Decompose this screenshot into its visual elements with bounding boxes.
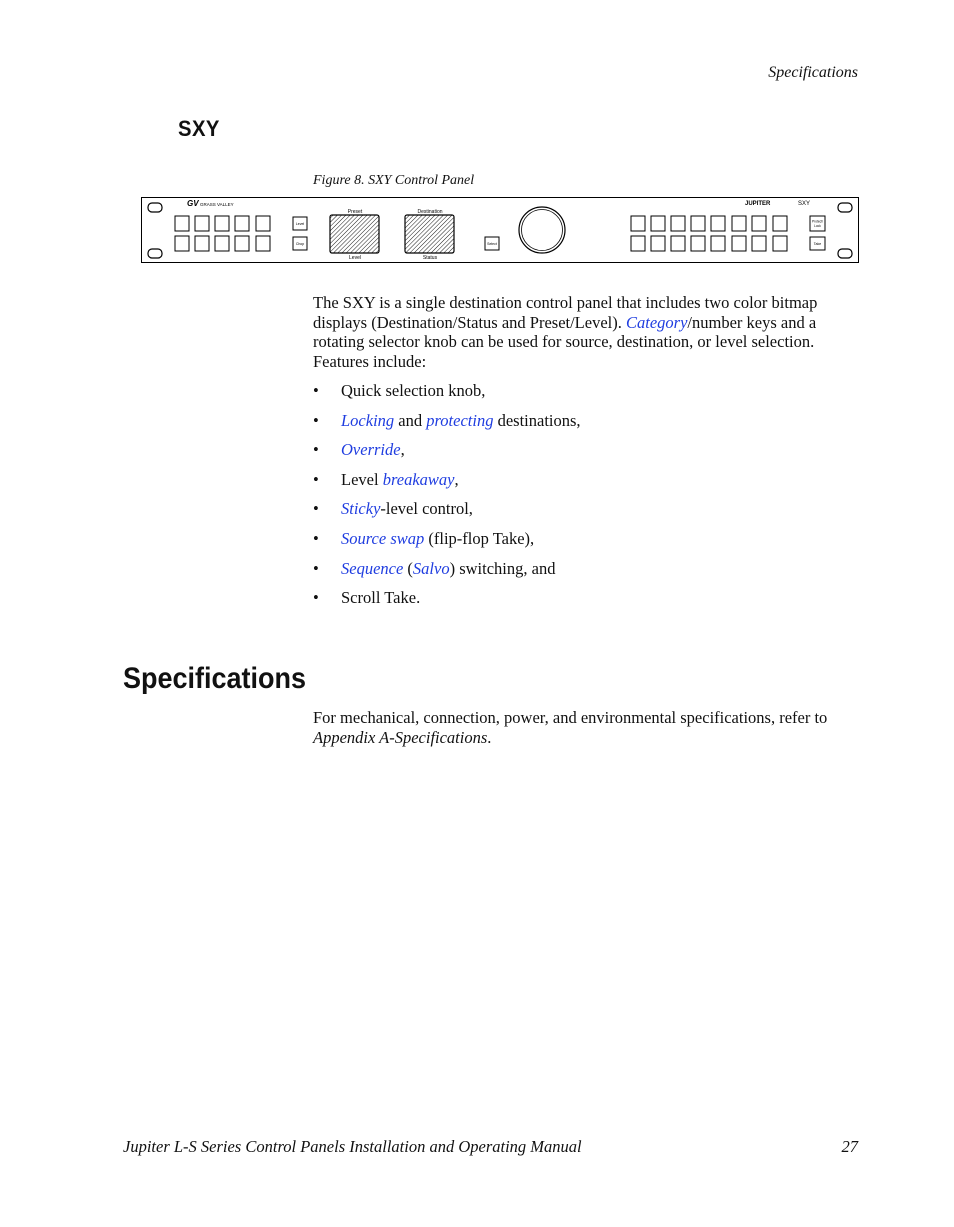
sxy-control-panel-figure	[141, 197, 859, 263]
rack-slot-icon	[148, 249, 162, 258]
override-link[interactable]: Override	[341, 440, 401, 460]
brand-logo-name: GRASS VALLEY	[200, 202, 234, 207]
footer-page-number: 27	[841, 1137, 858, 1156]
sequence-link[interactable]: Sequence	[341, 558, 404, 578]
model-brand: JUPITER	[745, 201, 771, 207]
salvo-link[interactable]: Salvo	[412, 558, 450, 578]
footer-manual-title: Jupiter L-S Series Control Panels Installation and Operating Manual	[123, 1137, 582, 1156]
list-item: • Override,	[313, 440, 405, 460]
category-link[interactable]: Category	[625, 312, 688, 332]
svg-text:Lock: Lock	[814, 224, 821, 228]
feature-list	[313, 381, 861, 618]
list-item: • Sequence (Salvo) switching, and	[313, 558, 556, 578]
selector-knob-icon	[519, 207, 565, 253]
appendix-reference: Appendix A-Specifications	[313, 727, 488, 747]
svg-text:Preset: Preset	[347, 209, 363, 215]
preset-level-display	[330, 215, 379, 253]
svg-text:Chop: Chop	[295, 242, 305, 246]
list-item: • Locking and protecting destinations,	[313, 410, 581, 430]
rack-slot-icon	[838, 249, 852, 258]
source-swap-link[interactable]: Source swap	[341, 528, 425, 548]
svg-text:Status: Status	[422, 255, 438, 261]
svg-text:Level: Level	[349, 255, 361, 261]
left-keypad	[175, 216, 270, 251]
locking-link[interactable]: Locking	[341, 410, 395, 430]
rack-slot-icon	[838, 203, 852, 212]
list-item: • Scroll Take.	[313, 588, 421, 608]
brand-logo-mark: GV	[187, 199, 199, 208]
svg-text:Destination: Destination	[417, 209, 443, 215]
section-heading-sxy: SXY	[178, 116, 220, 141]
list-item: • Sticky-level control,	[313, 499, 473, 519]
list-item: • Source swap (flip-flop Take),	[313, 528, 535, 548]
protecting-link[interactable]: protecting	[426, 410, 494, 430]
sticky-link[interactable]: Sticky	[341, 499, 381, 519]
intro-paragraph: The SXY is a single destination control panel that includes two color bitmap displays (Destination/Status and Preset/Level). Category/number keys and a rotating selector knob can be used for source, destination, or level selection. Features include:	[313, 293, 818, 371]
list-item: • Quick selection knob,	[313, 381, 486, 400]
svg-text:Select: Select	[487, 242, 497, 246]
breakaway-link[interactable]: breakaway	[382, 469, 455, 489]
svg-text:Level: Level	[295, 222, 305, 226]
model-name: SXY	[798, 201, 811, 207]
rack-slot-icon	[148, 203, 162, 212]
section-heading-specifications: Specifications	[123, 662, 307, 695]
running-head: Specifications	[768, 64, 858, 81]
svg-text:Protect/: Protect/	[812, 219, 823, 224]
destination-status-display	[405, 215, 454, 253]
panel-drawing	[142, 198, 860, 264]
figure-caption: Figure 8. SXY Control Panel	[313, 173, 475, 188]
specifications-paragraph: For mechanical, connection, power, and environmental specifications, refer to Appendix A-Specifications.	[313, 708, 828, 747]
right-keypad	[631, 216, 787, 251]
svg-text:Take: Take	[813, 242, 822, 246]
list-item: • Level breakaway,	[313, 469, 459, 489]
